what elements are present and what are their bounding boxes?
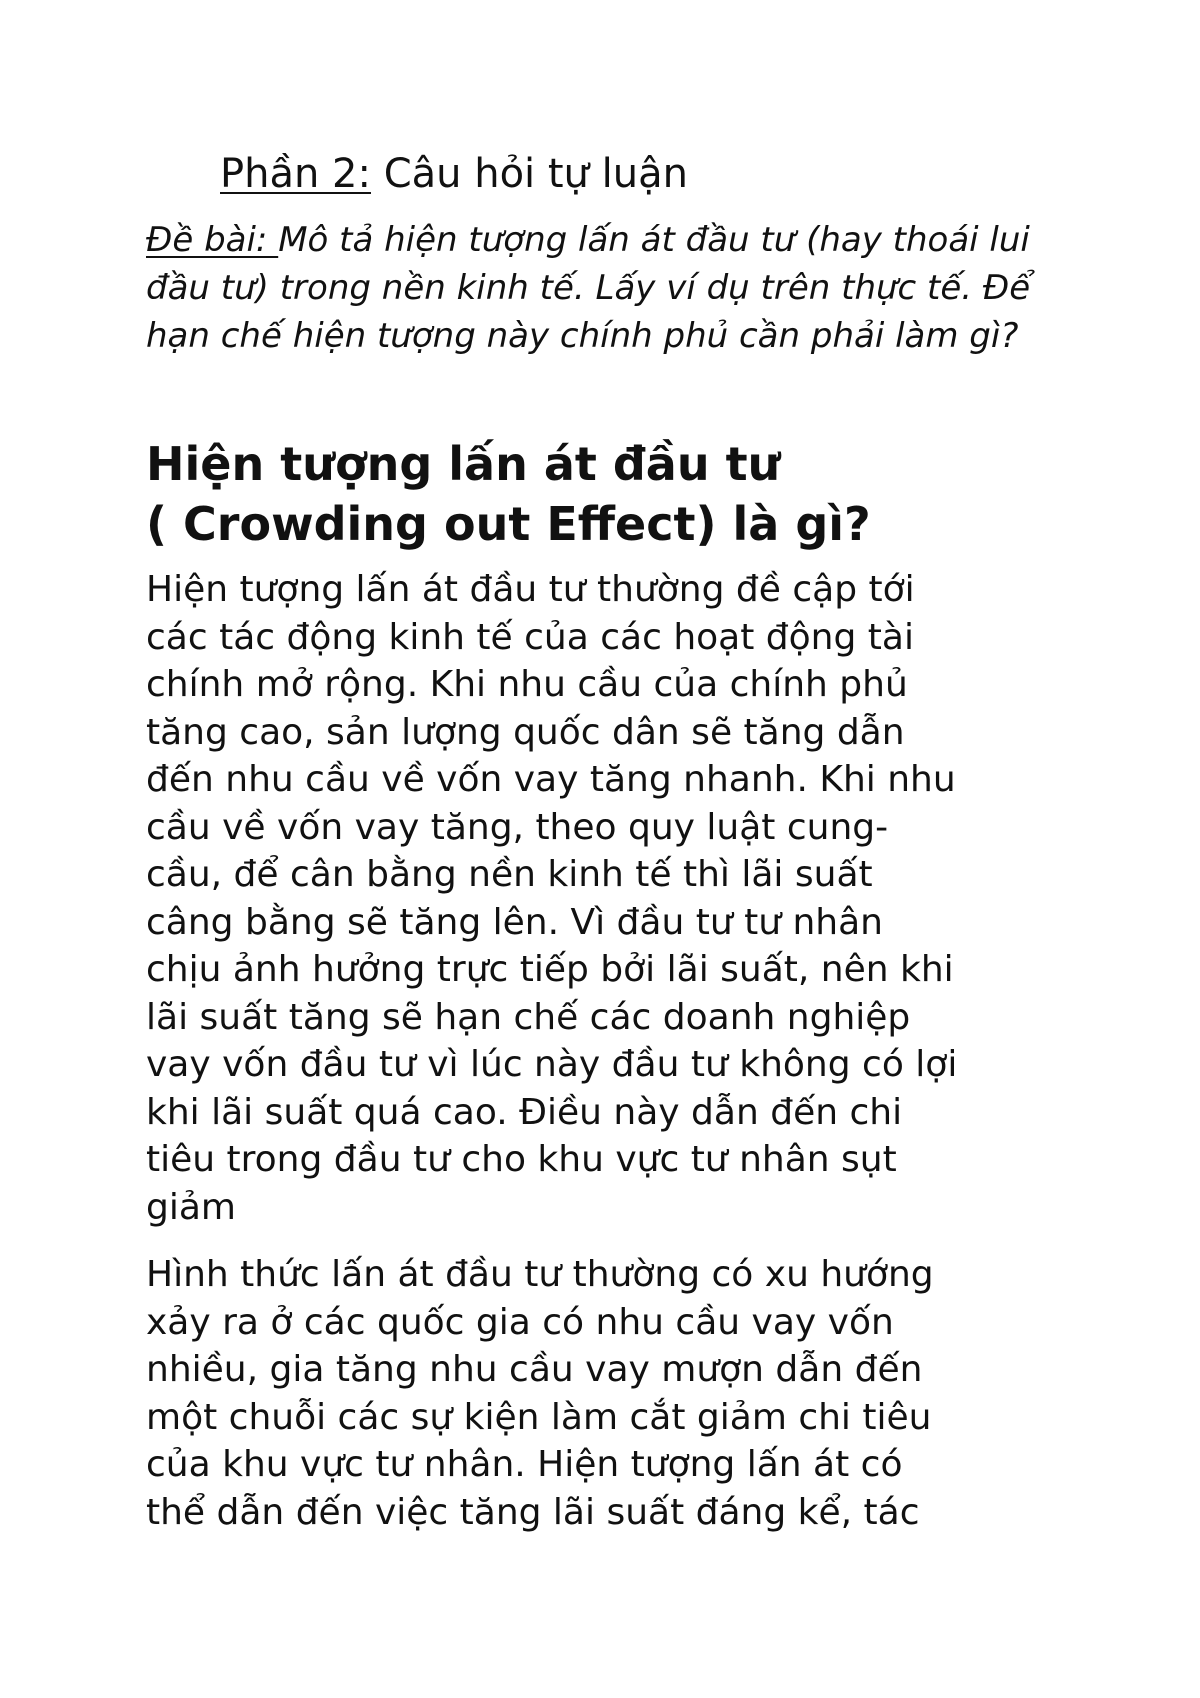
section-heading [220,146,688,202]
paragraph-line: lãi suất tăng sẽ hạn chế các doanh nghiệp [146,996,911,1038]
paragraph-line: cầu về vốn vay tăng, theo quy luật cung- [146,806,889,848]
paragraph-line: Hiện tượng lấn át đầu tư thường đề cập tới [146,569,915,610]
prompt-label: Đề bài: [146,220,279,260]
paragraph-line: tăng cao, sản lượng quốc dân sẽ tăng dẫn [146,711,905,753]
paragraph-forms [146,1251,1106,1536]
paragraph-line: của khu vực tư nhân. Hiện tượng lấn át có [146,1444,903,1485]
paragraph-definition [146,566,1106,1231]
paragraph-line: các tác động kinh tế của các hoạt động tài [146,616,914,658]
paragraph-line: câng bằng sẽ tăng lên. Vì đầu tư tư nhân [146,901,883,943]
paragraph-line: Hình thức lấn át đầu tư thường có xu hướng [146,1254,934,1295]
paragraph-line: thể dẫn đến việc tăng lãi suất đáng kể, tác [146,1491,920,1533]
paragraph-line: nhiều, gia tăng nhu cầu vay mượn dẫn đến [146,1349,923,1390]
paragraph-line: tiêu trong đầu tư cho khu vực tư nhân sụt [146,1139,897,1180]
paragraph-line: xảy ra ở các quốc gia có nhu cầu vay vốn [146,1301,894,1343]
essay-prompt [146,216,1066,360]
paragraph-line: giảm [146,1186,236,1228]
heading-line: Hiện tượng lấn át đầu tư [146,437,781,491]
paragraph-line: một chuỗi các sự kiện làm cắt giảm chi tiêu [146,1396,932,1438]
section-label: Phần 2: [220,151,371,197]
paragraph-line: khi lãi suất quá cao. Điều này dẫn đến chi [146,1091,903,1133]
heading-line: ( Crowding out Effect) là gì? [146,497,871,551]
paragraph-line: chính mở rộng. Khi nhu cầu của chính phủ [146,664,908,705]
article-heading [146,434,1106,554]
section-title: Câu hỏi tự luận [383,151,688,197]
prompt-text: Mô tả hiện tượng lấn át đầu tư (hay thoái lui đầu tư) trong nền kinh tế. Lấy ví dụ trên thực tế. Để hạn chế hiện tượng này chính phủ cần phải làm gì? [146,220,1031,356]
paragraph-line: chịu ảnh hưởng trực tiếp bởi lãi suất, nên khi [146,949,954,990]
paragraph-line: vay vốn đầu tư vì lúc này đầu tư không có lợi [146,1044,958,1085]
paragraph-line: đến nhu cầu về vốn vay tăng nhanh. Khi nhu [146,759,956,800]
paragraph-line: cầu, để cân bằng nền kinh tế thì lãi suất [146,854,873,895]
